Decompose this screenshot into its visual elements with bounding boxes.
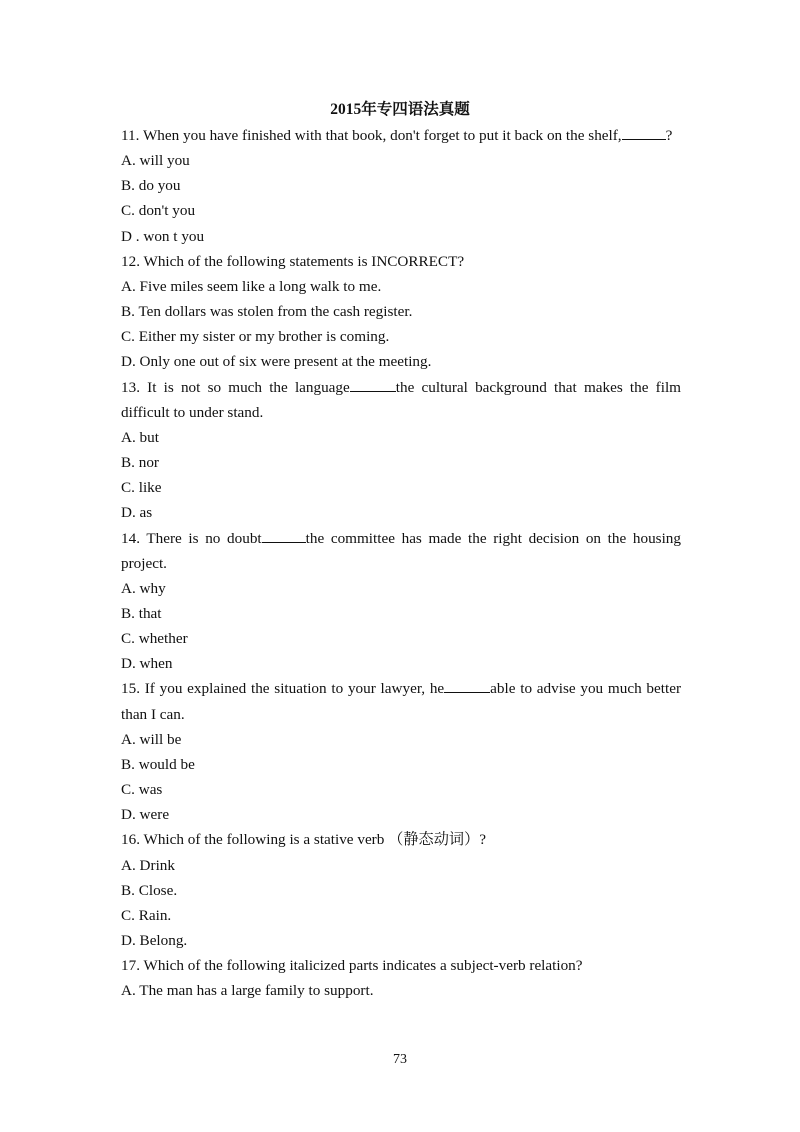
question-block xyxy=(121,827,681,953)
question-block xyxy=(121,375,681,526)
question-text: 13. It is not so much the language xyxy=(121,378,350,396)
answer-option: B. do you xyxy=(121,177,181,195)
answer-option: D. Belong. xyxy=(121,932,188,949)
question-block xyxy=(121,249,681,375)
question-text: able to advise you much better than I can. xyxy=(121,680,681,723)
answer-option: C. like xyxy=(121,479,162,497)
page-number: 73 xyxy=(393,1052,407,1067)
answer-option: A. will you xyxy=(121,152,190,170)
answer-option: D. as xyxy=(121,504,153,522)
answer-option: B. nor xyxy=(121,454,159,472)
question-text: 15. If you explained the situation to your lawyer, he xyxy=(121,680,445,698)
question-list xyxy=(121,123,681,1003)
answer-option: A. The man has a large family to support. xyxy=(121,982,374,1000)
answer-option: B. that xyxy=(121,604,162,622)
answer-option: B. Close. xyxy=(121,881,178,899)
answer-blank xyxy=(350,377,396,392)
answer-option: D. were xyxy=(121,806,170,824)
question-text: the cultural background that makes the film difficult to under stand. xyxy=(121,378,681,421)
question-block xyxy=(121,676,681,827)
answer-option: A. but xyxy=(121,428,159,446)
question-block xyxy=(121,526,681,677)
question-stem xyxy=(121,375,681,425)
question-text: the committee has made the right decision on the housing project. xyxy=(121,529,681,572)
answer-option: B. Ten dollars was stolen from the cash register. xyxy=(121,303,413,321)
answer-option: C. don't you xyxy=(121,202,196,220)
answer-option: A. Drink xyxy=(121,856,175,874)
answer-blank xyxy=(622,125,666,140)
answer-option: A. Five miles seem like a long walk to me. xyxy=(121,277,382,295)
answer-option: A. will be xyxy=(121,730,182,748)
question-stem xyxy=(121,676,681,726)
question-block xyxy=(121,953,681,1003)
document-title: 2015年专四语法真题 xyxy=(330,101,470,118)
answer-option: D . won t you xyxy=(121,227,205,245)
question-block xyxy=(121,123,681,249)
question-text: 11. When you have finished with that book, don't forget to put it back on the shelf, xyxy=(121,127,622,144)
answer-option: A. why xyxy=(121,579,166,597)
answer-option: D. when xyxy=(121,655,173,673)
answer-option: C. Either my sister or my brother is coming. xyxy=(121,328,390,346)
answer-option: D. Only one out of six were present at the meeting. xyxy=(121,353,432,371)
answer-option: C. Rain. xyxy=(121,906,172,924)
answer-blank xyxy=(262,528,306,543)
question-stem: 16. Which of the following is a stative verb （静态动词）? xyxy=(121,831,486,849)
question-text: 14. There is no doubt xyxy=(121,529,262,547)
answer-option: C. whether xyxy=(121,630,188,648)
question-stem xyxy=(121,123,681,148)
question-stem xyxy=(121,526,681,576)
answer-option: B. would be xyxy=(121,755,195,773)
question-text: ? xyxy=(665,127,673,144)
question-stem: 17. Which of the following italicized parts indicates a subject-verb relation? xyxy=(121,957,583,975)
question-stem: 12. Which of the following statements is INCORRECT? xyxy=(121,252,465,270)
answer-option: C. was xyxy=(121,781,163,799)
answer-blank xyxy=(444,678,490,693)
